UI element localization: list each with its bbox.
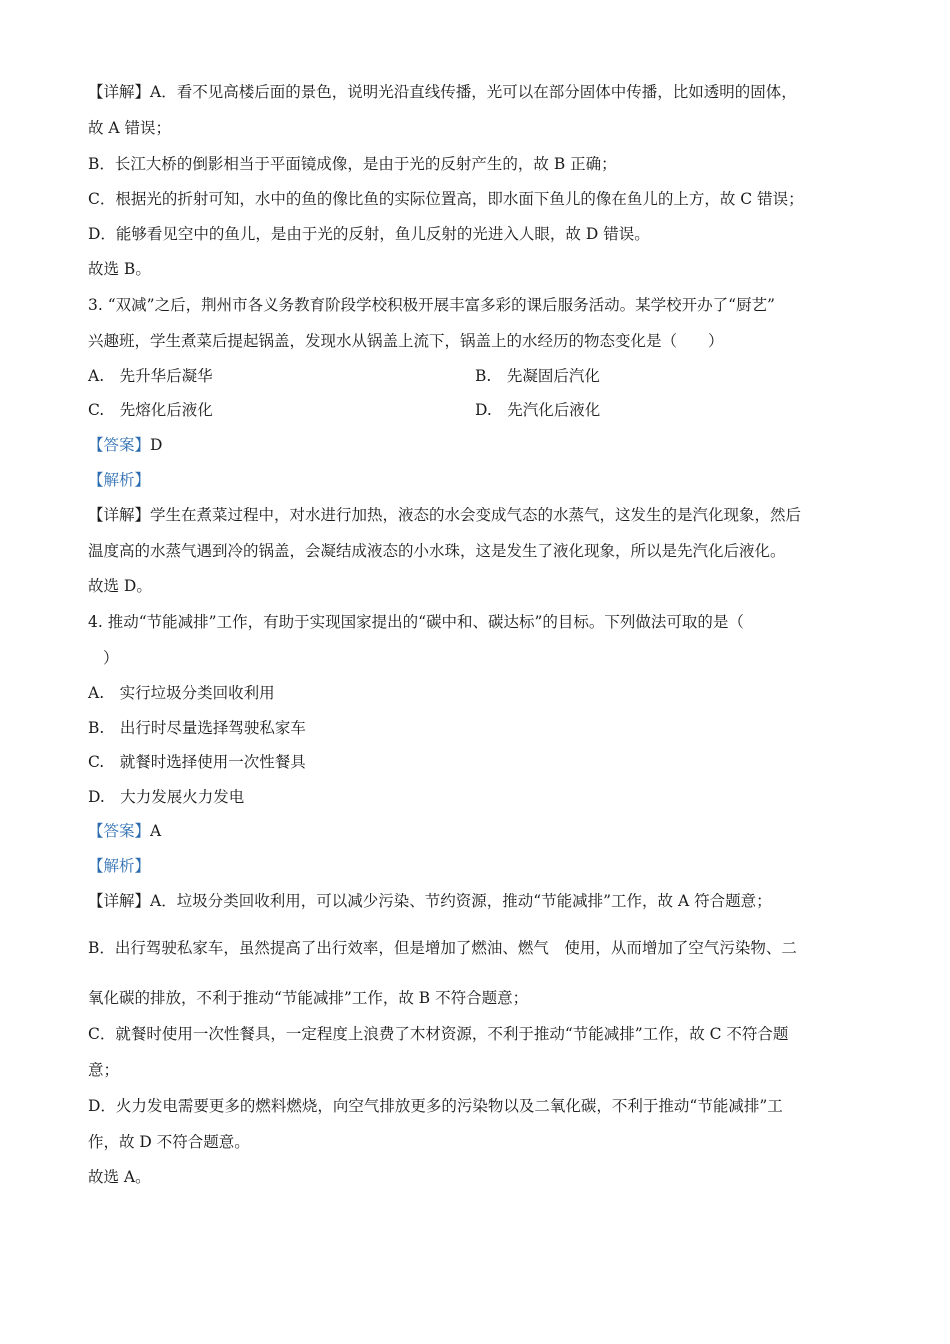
q3-analysis-tag: 【解析】 bbox=[88, 471, 151, 489]
q2-detail-line-5: D．能够看见空中的鱼儿，是由于光的反射，鱼儿反射的光进入人眼，故 D 错误。 bbox=[88, 225, 650, 243]
q4-detail-line-4: C．就餐时使用一次性餐具，一定程度上浪费了木材资源，不利于推动“节能减排”工作，故 C 不符合题 bbox=[88, 1025, 789, 1043]
answer-value: A bbox=[150, 822, 162, 840]
q4-detail-line-5: 意； bbox=[88, 1061, 120, 1079]
detail-tag: 【详解】 bbox=[88, 83, 151, 101]
q2-detail-line-4: C．根据光的折射可知，水中的鱼的像比鱼的实际位置高，即水面下鱼儿的像在鱼儿的上方，故 C 错误； bbox=[88, 190, 804, 208]
answer-tag: 【答案】 bbox=[88, 822, 151, 840]
q4-option-b: B. 出行时尽量选择驾驶私家车 bbox=[88, 719, 306, 737]
q3-option-a: A. 先升华后凝华 bbox=[88, 367, 213, 385]
q2-detail-line-2: 故 A 错误； bbox=[88, 119, 172, 137]
detail-tag: 【详解】 bbox=[88, 506, 151, 524]
q3-option-d: D. 先汽化后液化 bbox=[475, 401, 601, 419]
q3-stem-line-2: 兴趣班，学生煮菜后提起锅盖，发现水从锅盖上流下，锅盖上的水经历的物态变化是（ ） bbox=[88, 332, 724, 350]
q4-answer bbox=[88, 821, 161, 841]
q3-answer bbox=[88, 435, 162, 455]
q4-conclusion: 故选 A。 bbox=[88, 1168, 151, 1186]
answer-tag: 【答案】 bbox=[88, 436, 151, 454]
q3-option-c: C. 先熔化后液化 bbox=[88, 401, 213, 419]
q3-conclusion: 故选 D。 bbox=[88, 577, 152, 595]
q4-analysis-tag: 【解析】 bbox=[88, 857, 151, 875]
q4-detail-line-6: D．火力发电需要更多的燃料燃烧，向空气排放更多的污染物以及二氧化碳，不利于推动“节能减排”工 bbox=[88, 1097, 783, 1115]
q3-option-b: B. 先凝固后汽化 bbox=[475, 367, 600, 385]
q4-stem-line-1: 4. 推动“节能减排”工作，有助于实现国家提出的“碳中和、碳达标”的目标。下列做法可取的是（ bbox=[88, 613, 744, 631]
q4-detail-text-1: A．垃圾分类回收利用，可以减少污染、节约资源，推动“节能减排”工作，故 A 符合题意； bbox=[150, 892, 772, 910]
q2-detail-line-3: B．长江大桥的倒影相当于平面镜成像，是由于光的反射产生的，故 B 正确； bbox=[88, 155, 617, 173]
q3-detail-line-1 bbox=[88, 505, 801, 525]
answer-value: D bbox=[150, 436, 163, 454]
q4-stem-line-2: ） bbox=[103, 649, 119, 667]
detail-tag: 【详解】 bbox=[88, 892, 151, 910]
q2-detail-text-1: A．看不见高楼后面的景色，说明光沿直线传播，光可以在部分固体中传播，比如透明的固体， bbox=[150, 83, 797, 101]
q3-detail-text-1: 学生在煮菜过程中，对水进行加热，液态的水会变成气态的水蒸气，这发生的是汽化现象，然后 bbox=[150, 506, 802, 524]
q2-detail-line-1 bbox=[88, 82, 797, 102]
q4-detail-line-1 bbox=[88, 891, 772, 911]
q4-option-d: D. 大力发展火力发电 bbox=[88, 788, 245, 806]
q3-detail-line-2: 温度高的水蒸气遇到冷的锅盖，会凝结成液态的小水珠，这是发生了液化现象，所以是先汽化后液化。 bbox=[88, 542, 786, 560]
q4-detail-line-2: B．出行驾驶私家车，虽然提高了出行效率，但是增加了燃油、燃气 使用，从而增加了空气污染物、二 bbox=[88, 939, 797, 957]
q4-option-c: C. 就餐时选择使用一次性餐具 bbox=[88, 753, 306, 771]
q3-stem-line-1: 3. “双减”之后，荆州市各义务教育阶段学校积极开展丰富多彩的课后服务活动。某学校开办了“厨艺” bbox=[88, 296, 775, 314]
q2-conclusion: 故选 B。 bbox=[88, 260, 151, 278]
q4-option-a: A. 实行垃圾分类回收利用 bbox=[88, 684, 275, 702]
q4-detail-line-3: 氧化碳的排放，不利于推动“节能减排”工作，故 B 不符合题意； bbox=[88, 989, 529, 1007]
q4-detail-line-7: 作，故 D 不符合题意。 bbox=[88, 1133, 250, 1151]
